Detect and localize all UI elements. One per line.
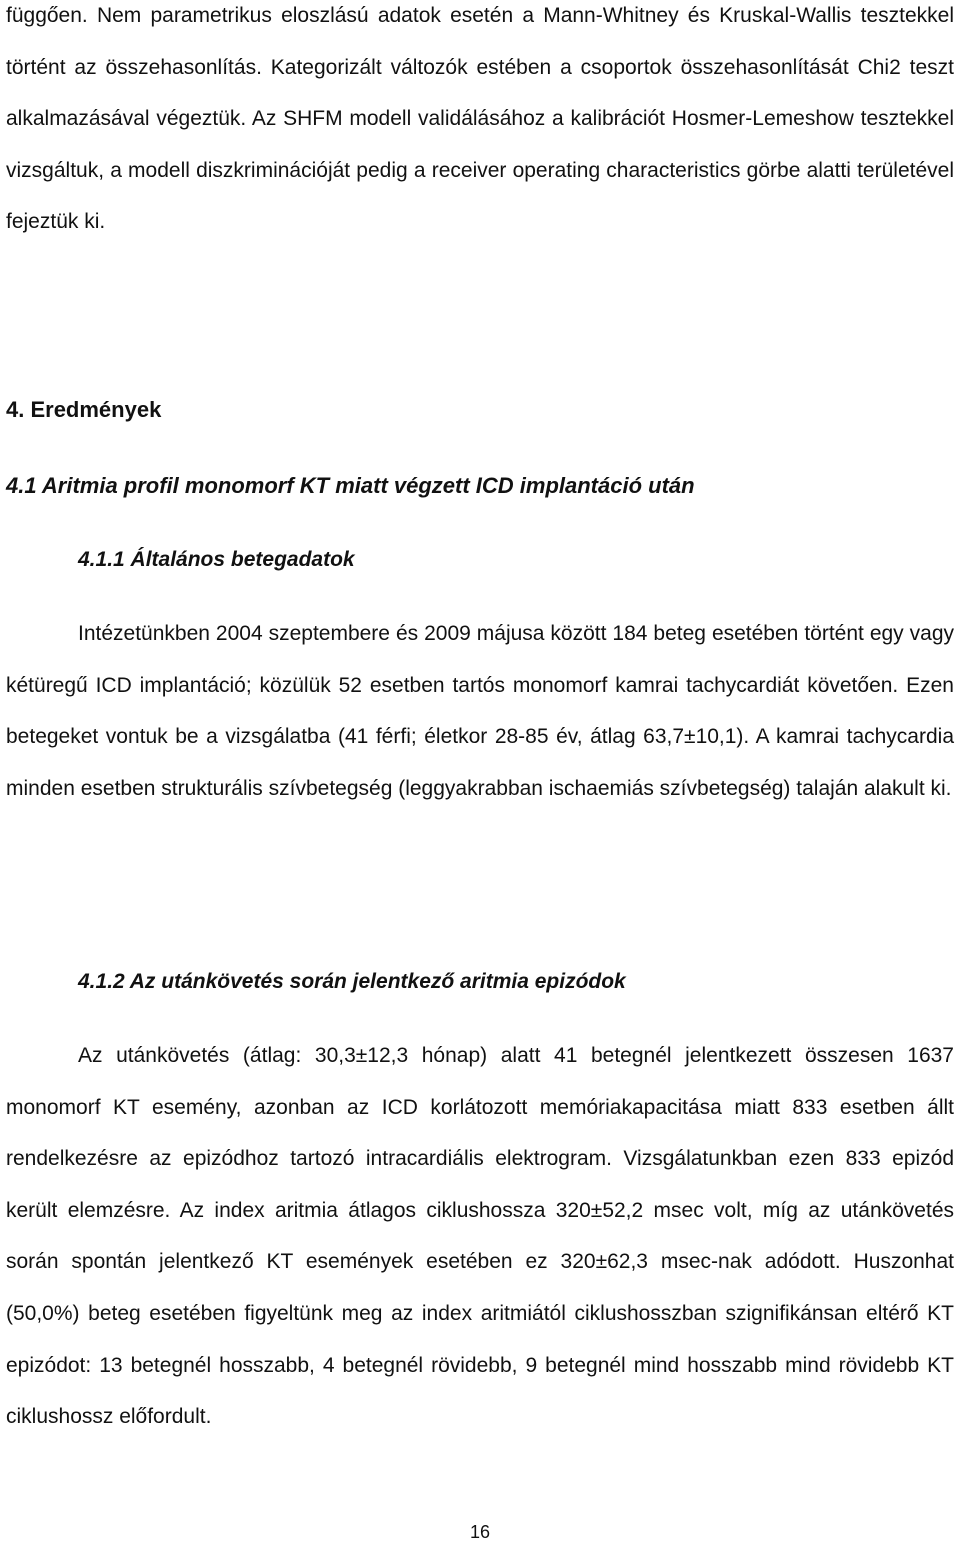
- subsubsection-2-heading: 4.1.2 Az utánkövetés során jelentkező aritmia epizódok: [78, 970, 626, 993]
- section-heading: 4. Eredmények: [6, 397, 162, 422]
- document-page: [6, 0, 954, 1548]
- subsubsection-1-heading: 4.1.1 Általános betegadatok: [78, 548, 355, 571]
- subsubsection-2-paragraph: Az utánkövetés (átlag: 30,3±12,3 hónap) alatt 41 betegnél jelentkezett összesen 1637 monomorf KT esemény, azonban az ICD korlátozott memóriakapacitása miatt 833 esetben állt rendelkezésre az epizódhoz tartozó intracardiális elektrogram. Vizsgálatunkban ezen 833 epizód került elemzésre. Az index aritmia átlagos ciklushossza 320±52,2 msec volt, míg az utánkövetés során spontán jelentkező KT események esetében ez 320±62,3 msec-nak adódott. Huszonhat (50,0%) beteg esetében figyeltünk meg az index aritmiától ciklushosszban szignifikánsan eltérő KT epizódot: 13 betegnél hosszabb, 4 betegnél rövidebb, 9 betegnél mind hosszabb mind rövidebb KT ciklushossz előfordult.: [6, 1044, 954, 1429]
- page-number: 16: [469, 1522, 491, 1542]
- subsubsection-1-paragraph: Intézetünkben 2004 szeptembere és 2009 májusa között 184 beteg esetében történt egy vagy kétüregű ICD implantáció; közülük 52 esetben tartós monomorf kamrai tachycardiát követően. Ezen betegeket vontuk be a vizsgálatba (41 férfi; életkor 28-85 év, átlag 63,7±10,1). A kamrai tachycardia minden esetben strukturális szívbetegség (leggyakrabban ischaemiás szívbetegség) talaján alakult ki.: [6, 622, 954, 800]
- intro-paragraph: függően. Nem parametrikus eloszlású adatok esetén a Mann-Whitney és Kruskal-Wallis tesztekkel történt az összehasonlítás. Kategorizált változók estében a csoportok összehasonlítását Chi2 teszt alkalmazásával végeztük. Az SHFM modell validálásához a kalibrációt Hosmer-Lemeshow tesztekkel vizsgáltuk, a modell diszkriminációját pedig a receiver operating characteristics görbe alatti területével fejeztük ki.: [6, 4, 954, 234]
- subsection-heading: 4.1 Aritmia profil monomorf KT miatt végzett ICD implantáció után: [6, 473, 695, 498]
